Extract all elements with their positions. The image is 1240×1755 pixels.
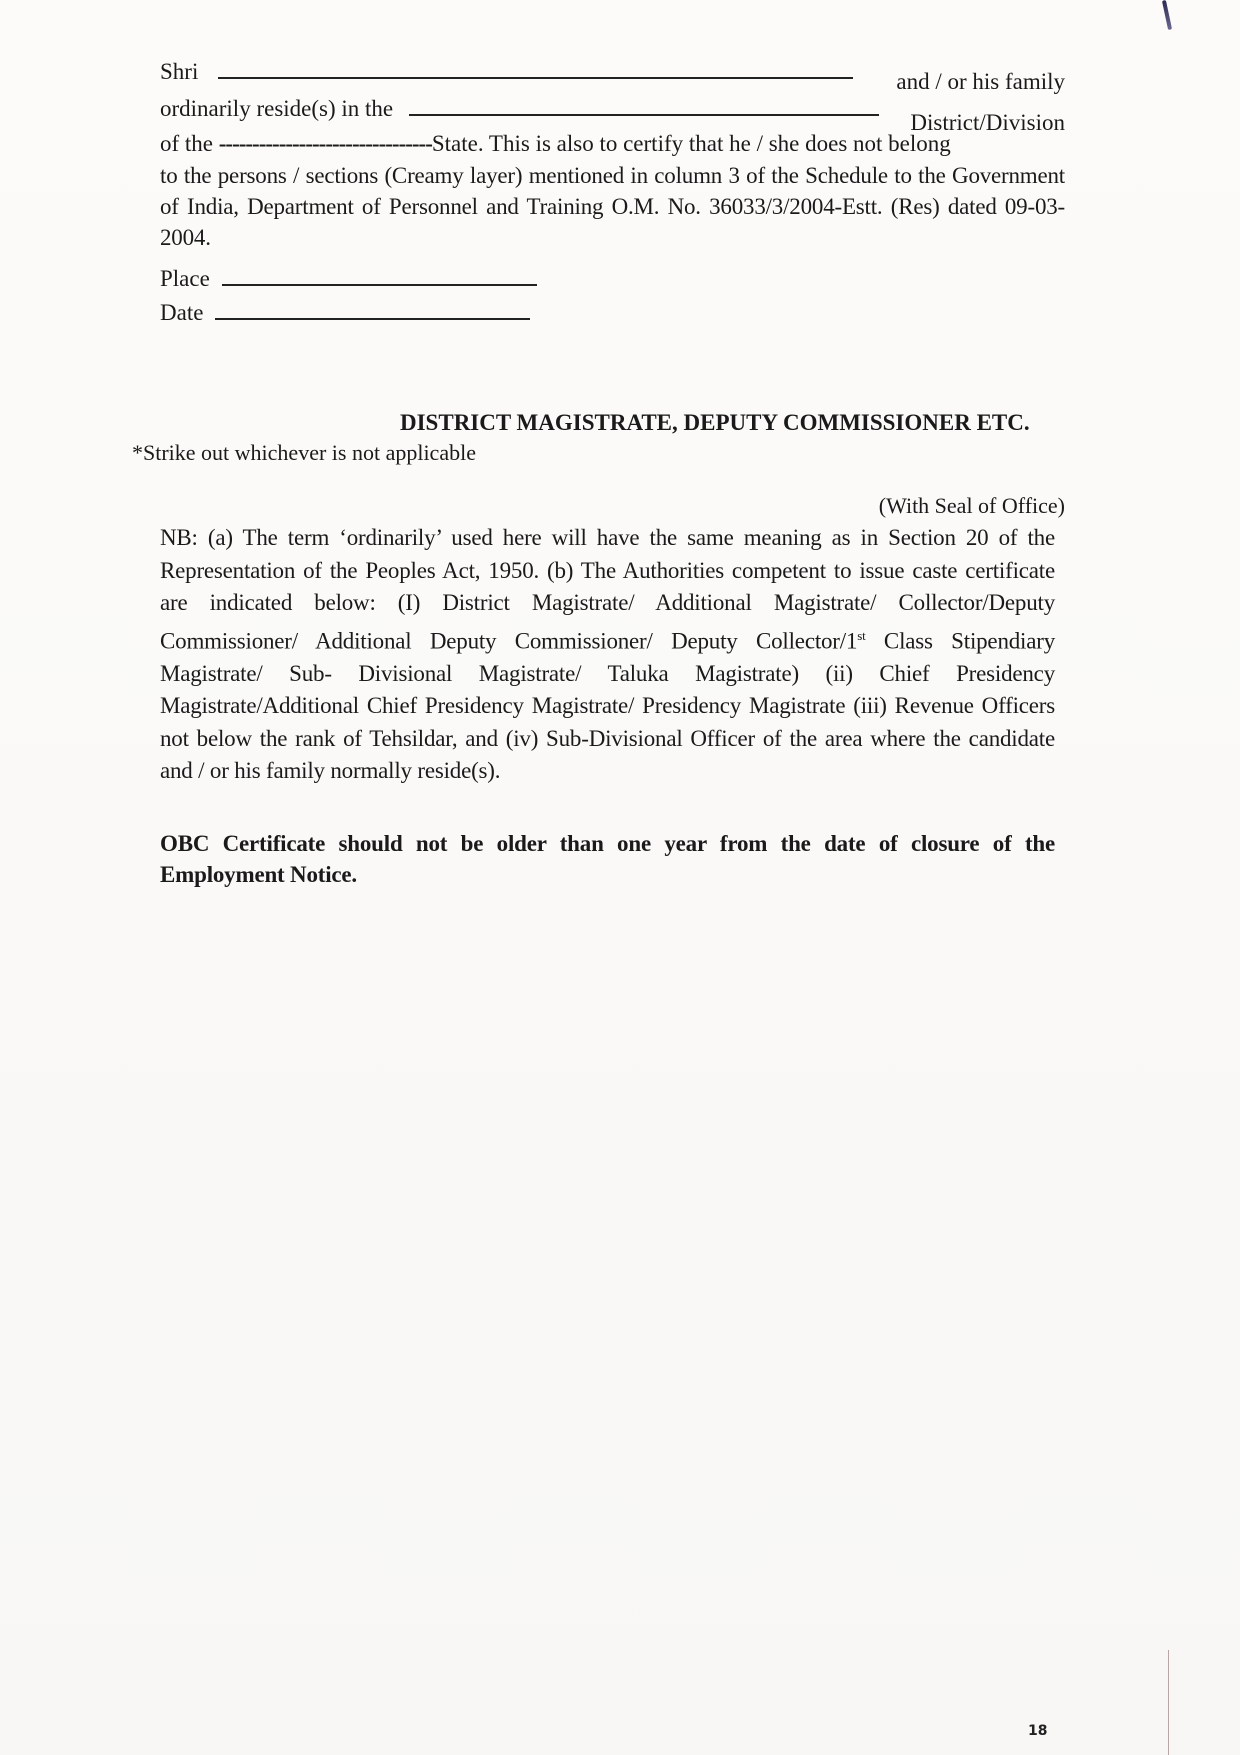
nb-superscript: st bbox=[857, 627, 866, 643]
reside-label: ordinarily reside(s) in the bbox=[160, 96, 394, 121]
page-number: 18 bbox=[1028, 1723, 1048, 1739]
place-blank-field[interactable] bbox=[222, 264, 537, 286]
certificate-body: to the persons / sections (Creamy layer) mentioned in column 3 of the Schedule to the Government of India, Department of Personnel and Training O.M. No. 36033/3/2004-Estt. (Res) dated 09-03-2004. bbox=[160, 163, 1065, 250]
place-label: Place bbox=[160, 266, 210, 291]
certificate-line-1 bbox=[160, 56, 1065, 94]
scan-edge-mark bbox=[1162, 0, 1172, 30]
strike-out-note: *Strike out whichever is not applicable bbox=[132, 440, 476, 465]
state-dash-field[interactable]: -------------------------------- bbox=[218, 131, 432, 156]
state-certify-text: State. This is also to certify that he / she does not belong bbox=[431, 131, 951, 156]
district-blank-field[interactable] bbox=[409, 94, 879, 116]
certificate-line-3 bbox=[160, 128, 1065, 159]
family-text: and / or his family bbox=[896, 69, 1065, 94]
of-the-label: of the bbox=[160, 131, 214, 156]
date-label: Date bbox=[160, 300, 204, 325]
date-blank-field[interactable] bbox=[215, 298, 530, 320]
obc-validity-note: OBC Certificate should not be older than one year from the date of closure of the Employment Notice. bbox=[160, 831, 1055, 887]
place-row bbox=[160, 263, 1065, 294]
district-division-text: District/Division bbox=[910, 110, 1065, 135]
name-blank-field[interactable] bbox=[218, 57, 853, 79]
scan-edge-line bbox=[1168, 1650, 1169, 1755]
certificate-line-2 bbox=[160, 93, 1065, 135]
date-row bbox=[160, 297, 1065, 328]
signatory-title: DISTRICT MAGISTRATE, DEPUTY COMMISSIONER ETC. bbox=[400, 410, 1030, 435]
nb-paragraph bbox=[160, 522, 1055, 788]
shri-label: Shri bbox=[160, 59, 199, 84]
nb-text-part-2: Class Stipendiary Magistrate/ Sub- Divisional Magistrate/ Taluka Magistrate) (ii) Chief Presidency Magistrate/Additional Chief Presidency Magistrate/ Presidency Magistrate (iii) Revenue Officers not below the rank of Tehsildar, and (iv) Sub-Divisional Officer of the area where the candidate and / or his family normally reside(s). bbox=[160, 628, 1055, 784]
seal-note: (With Seal of Office) bbox=[878, 493, 1065, 518]
nb-text-part-1: NB: (a) The term ‘ordinarily’ used here will have the same meaning as in Section 20 of the Representation of the Peoples Act, 1950. (b) The Authorities competent to issue caste certificate are indicated below: (I) District Magistrate/ Additional Magistrate/ Collector/Deputy Commissioner/ Additional Deputy Commissioner/ Deputy Collector/1 bbox=[160, 525, 1055, 654]
